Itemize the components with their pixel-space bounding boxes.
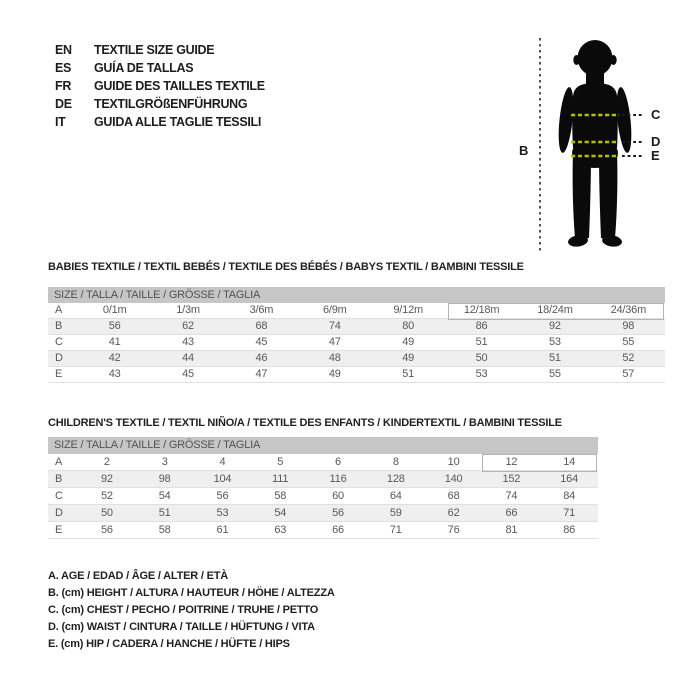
legend-row: E. (cm) HIP / CADERA / HANCHE / HÜFTE / HIPS: [48, 638, 290, 650]
language-code: EN: [55, 43, 72, 57]
table-cell: 68: [255, 320, 268, 332]
table-cell: 56: [216, 490, 229, 502]
table-cell: 5: [277, 456, 284, 468]
language-code: ES: [55, 61, 72, 75]
table-cell: 12/18m: [463, 304, 500, 316]
table-cell: 41: [108, 336, 121, 348]
table-cell: 111: [272, 473, 289, 485]
table-cell: 50: [100, 507, 113, 519]
highlight-box: [448, 303, 664, 320]
table-cell: 3: [161, 456, 168, 468]
legend-row: A. AGE / EDAD / ÂGE / ALTER / ETÀ: [48, 570, 229, 582]
row-label: D: [55, 507, 63, 519]
table-cell: 6/9m: [322, 304, 347, 316]
hip-label: E: [651, 148, 660, 163]
table-cell: 92: [100, 473, 113, 485]
table-cell: 48: [328, 352, 341, 364]
babies-section-title: BABIES TEXTILE / TEXTIL BEBÉS / TEXTILE DES BÉBÉS / BABYS TEXTIL / BAMBINI TESSILE: [48, 261, 524, 273]
table-cell: 86: [563, 524, 576, 536]
row-label: A: [55, 456, 63, 468]
table-row: [48, 522, 598, 539]
size-header-row: SIZE / TALLA / TAILLE / GRÖSSE / TAGLIA: [48, 287, 665, 303]
table-cell: 47: [255, 368, 268, 380]
table-cell: 47: [328, 336, 341, 348]
table-cell: 49: [402, 352, 415, 364]
row-label: B: [55, 473, 63, 485]
language-row: [55, 41, 265, 59]
table-cell: 49: [328, 368, 341, 380]
table-cell: 24/36m: [610, 304, 647, 316]
table-cell: 53: [475, 368, 488, 380]
table-cell: 52: [622, 352, 635, 364]
table-cell: 74: [505, 490, 518, 502]
language-code: DE: [55, 97, 72, 111]
table-cell: 128: [386, 473, 405, 485]
table-cell: 54: [158, 490, 171, 502]
table-cell: 61: [216, 524, 229, 536]
table-cell: 1/3m: [176, 304, 200, 316]
table-cell: 56: [332, 507, 344, 519]
table-cell: 2: [103, 456, 110, 468]
table-cell: 52: [100, 490, 113, 502]
table-cell: 3/6m: [249, 304, 274, 316]
language-row: [55, 59, 265, 77]
row-label: E: [55, 368, 63, 380]
table-cell: 81: [505, 524, 518, 536]
table-cell: 104: [213, 473, 232, 485]
table-cell: 74: [328, 320, 341, 332]
table-row: [48, 471, 598, 488]
highlight-box: [482, 454, 597, 472]
table-row: [48, 351, 665, 367]
table-row: [48, 319, 665, 335]
table-cell: 76: [447, 524, 460, 536]
table-cell: 10: [447, 456, 460, 468]
table-cell: 68: [447, 490, 460, 502]
row-label: C: [55, 336, 63, 348]
table-cell: 12: [505, 456, 518, 468]
table-row: [48, 335, 665, 351]
table-cell: 43: [108, 368, 121, 380]
table-cell: 9/12m: [393, 304, 423, 316]
table-cell: 116: [329, 473, 347, 485]
table-cell: 84: [563, 490, 576, 502]
table-row: [48, 488, 598, 505]
table-cell: 92: [549, 320, 561, 332]
table-cell: 42: [108, 352, 121, 364]
legend-row: D. (cm) WAIST / CINTURA / TAILLE / HÜFTUNG / VITA: [48, 621, 315, 633]
table-cell: 51: [158, 507, 171, 519]
table-cell: 51: [549, 352, 561, 364]
table-row: [48, 367, 665, 383]
table-cell: 43: [182, 336, 194, 348]
table-cell: 66: [505, 507, 518, 519]
table-cell: 71: [389, 524, 402, 536]
height-label: B: [519, 143, 529, 158]
table-cell: 56: [100, 524, 113, 536]
language-title-list: [55, 41, 265, 131]
table-cell: 44: [182, 352, 194, 364]
language-title: GUIDE DES TAILLES TEXTILE: [94, 79, 265, 93]
table-cell: 98: [622, 320, 635, 332]
table-cell: 53: [549, 336, 561, 348]
table-cell: 45: [182, 368, 194, 380]
table-cell: 71: [563, 507, 576, 519]
table-cell: 152: [502, 473, 521, 485]
table-cell: 58: [158, 524, 171, 536]
table-cell: 55: [549, 368, 561, 380]
language-code: IT: [55, 115, 66, 129]
table-cell: 57: [622, 368, 635, 380]
children-size-table: [48, 437, 598, 539]
table-cell: 14: [563, 456, 576, 468]
table-cell: 54: [274, 507, 287, 519]
table-cell: 4: [219, 456, 226, 468]
child-silhouette: [556, 40, 634, 248]
table-cell: 164: [560, 473, 579, 485]
table-cell: 58: [274, 490, 287, 502]
table-cell: 86: [475, 320, 488, 332]
babies-size-table: [48, 287, 665, 383]
table-cell: 66: [332, 524, 344, 536]
table-cell: 62: [182, 320, 194, 332]
table-cell: 18/24m: [537, 304, 573, 316]
table-cell: 6: [335, 456, 341, 468]
language-row: [55, 77, 265, 95]
language-row: [55, 95, 265, 113]
table-cell: 140: [444, 473, 463, 485]
table-cell: 53: [216, 507, 229, 519]
table-cell: 80: [402, 320, 415, 332]
table-cell: 51: [402, 368, 415, 380]
row-label: A: [55, 304, 63, 316]
row-label: D: [55, 352, 63, 364]
table-cell: 56: [108, 320, 121, 332]
language-code: FR: [55, 79, 72, 93]
table-cell: 55: [622, 336, 635, 348]
table-cell: 0/1m: [102, 304, 127, 316]
waist-label: D: [651, 134, 661, 149]
table-cell: 45: [255, 336, 268, 348]
table-cell: 49: [402, 336, 415, 348]
legend-row: C. (cm) CHEST / PECHO / POITRINE / TRUHE / PETTO: [48, 604, 319, 616]
table-cell: 64: [389, 490, 402, 502]
table-cell: 62: [447, 507, 460, 519]
chest-label: C: [651, 107, 661, 122]
table-cell: 46: [255, 352, 268, 364]
table-cell: 63: [274, 524, 287, 536]
children-section-title: CHILDREN'S TEXTILE / TEXTIL NIÑO/A / TEXTILE DES ENFANTS / KINDERTEXTIL / BAMBINI TESSILE: [48, 417, 562, 429]
language-row: [55, 113, 265, 131]
row-label: E: [55, 524, 63, 536]
row-label: B: [55, 320, 63, 332]
legend-row: B. (cm) HEIGHT / ALTURA / HAUTEUR / HÖHE / ALTEZZA: [48, 587, 335, 599]
size-header-row: SIZE / TALLA / TAILLE / GRÖSSE / TAGLIA: [48, 437, 598, 454]
table-cell: 59: [389, 507, 402, 519]
table-cell: 60: [332, 490, 344, 502]
language-title: GUÍA DE TALLAS: [94, 61, 194, 75]
language-title: TEXTILE SIZE GUIDE: [94, 43, 215, 57]
child-silhouette-figure: [513, 26, 699, 258]
measurement-legend: [48, 568, 335, 653]
table-cell: 51: [475, 336, 488, 348]
table-cell: 98: [158, 473, 171, 485]
row-label: C: [55, 490, 63, 502]
language-title: TEXTILGRÖßENFÜHRUNG: [94, 97, 248, 111]
table-row: [48, 505, 598, 522]
table-cell: 50: [475, 352, 488, 364]
table-cell: 8: [392, 456, 399, 468]
language-title: GUIDA ALLE TAGLIE TESSILI: [94, 115, 262, 129]
